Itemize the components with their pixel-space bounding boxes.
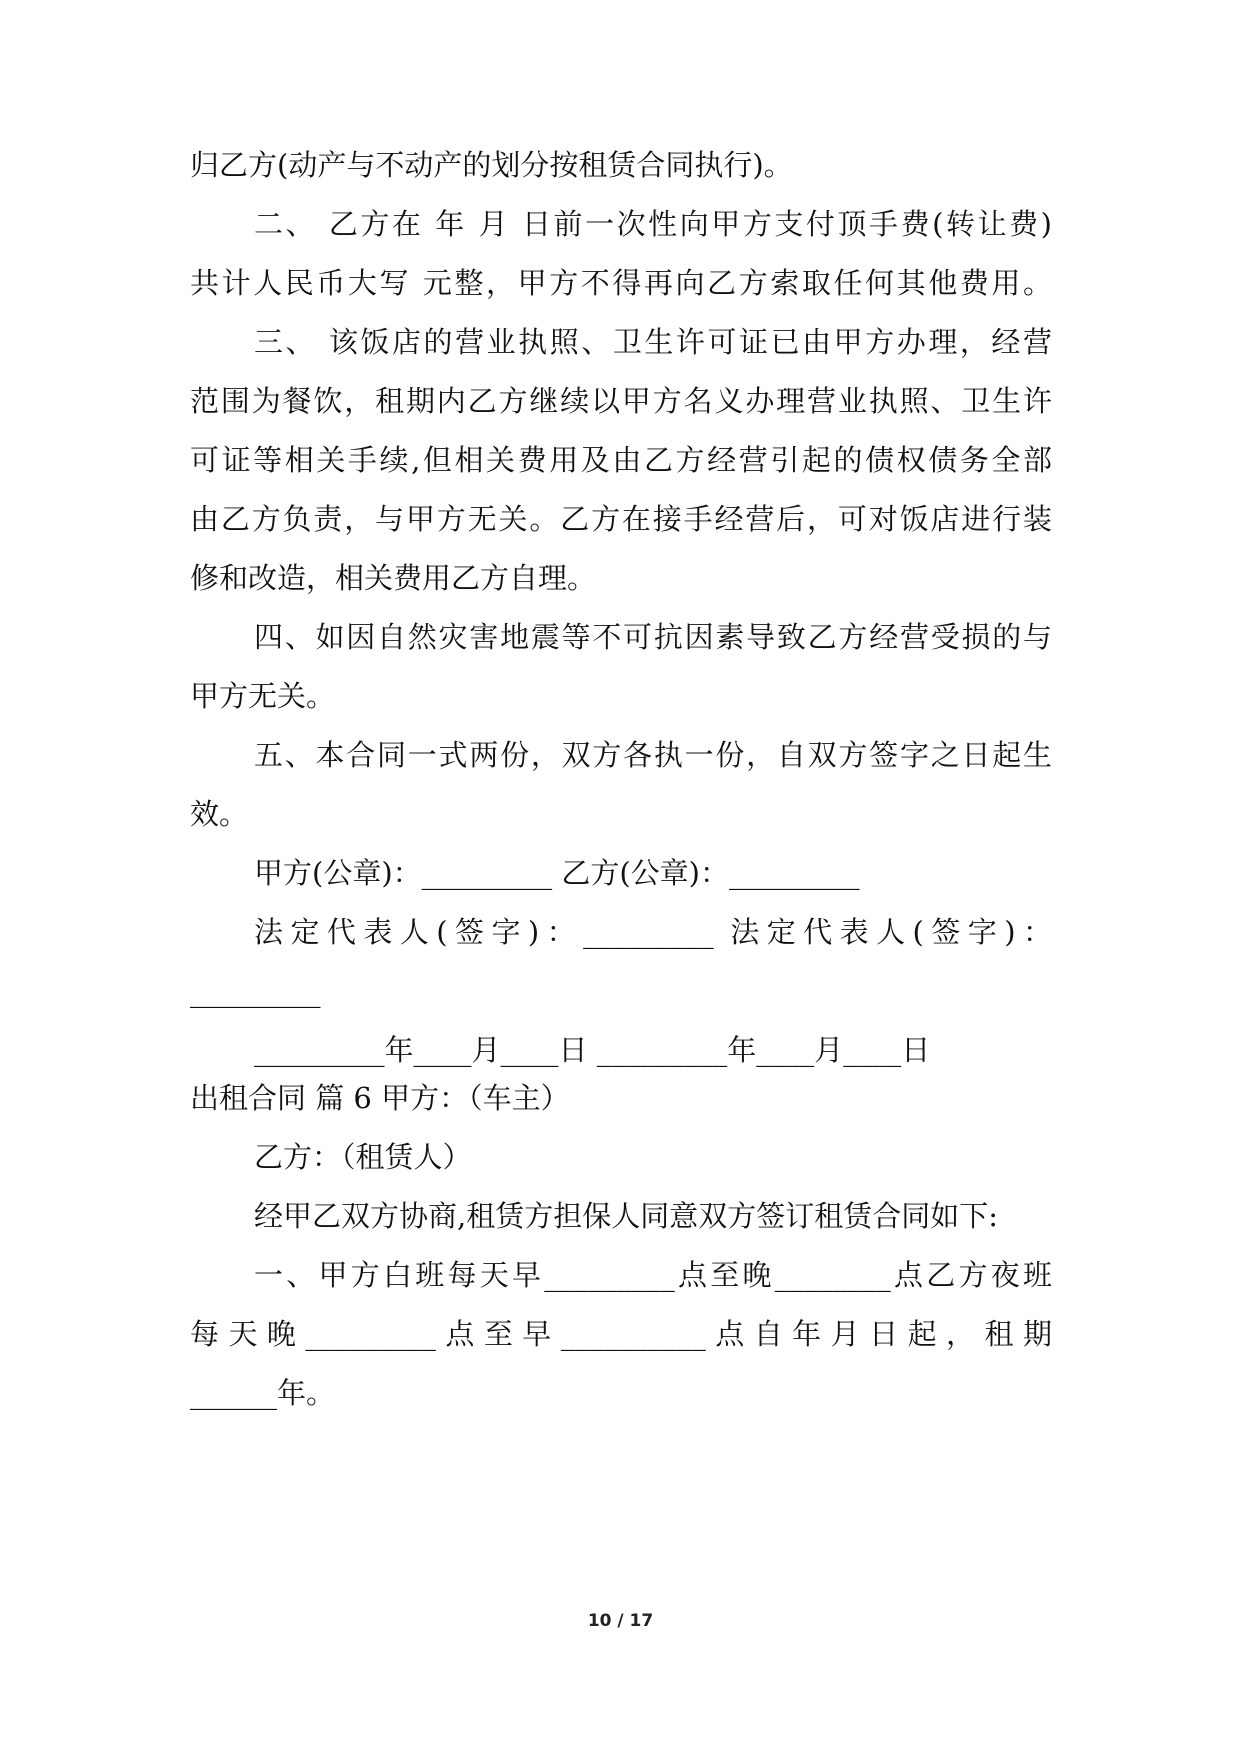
paragraph-line-1: 归乙方(动产与不动产的划分按租赁合同执行)。 <box>190 148 793 182</box>
signature-date-line: _________年____月____日 _________年____月____日 <box>254 1033 931 1067</box>
paragraph-line-7: 由乙方负责，与甲方无关。乙方在接手经营后，可对饭店进行装 <box>190 502 1052 536</box>
party-b-line: 乙方：（租赁人） <box>254 1140 472 1174</box>
clause-1-line-3: ______年。 <box>190 1376 336 1410</box>
signature-representative-line: 法定代表人(签字)：_________ 法定代表人(签字)： <box>254 915 1052 949</box>
clause-1-line-1: 一、甲方白班每天早_________点至晚________点乙方夜班 <box>254 1258 1052 1292</box>
paragraph-line-2: 二、 乙方在 年 月 日前一次性向甲方支付顶手费(转让费) <box>254 207 1052 241</box>
paragraph-line-3: 共计人民币大写 元整，甲方不得再向乙方索取任何其他费用。 <box>190 266 1052 300</box>
paragraph-line-4: 三、 该饭店的营业执照、卫生许可证已由甲方办理，经营 <box>254 325 1052 359</box>
paragraph-line-11: 五、本合同一式两份，双方各执一份，自双方签字之日起生 <box>254 738 1052 772</box>
paragraph-line-6: 可证等相关手续,但相关费用及由乙方经营引起的债权债务全部 <box>190 443 1052 477</box>
section-heading-contract-6: 出租合同 篇 6 甲方：（车主） <box>190 1081 570 1115</box>
paragraph-line-12: 效。 <box>190 797 249 831</box>
clause-1-line-2: 每天晚_________点至早__________点自年月日起，租期 <box>190 1317 1052 1351</box>
paragraph-line-8: 修和改造，相关费用乙方自理。 <box>190 561 597 595</box>
page-number: 10 / 17 <box>587 1611 654 1631</box>
paragraph-line-9: 四、如因自然灾害地震等不可抗因素导致乙方经营受损的与 <box>254 620 1052 654</box>
paragraph-line-5: 范围为餐饮，租期内乙方继续以甲方名义办理营业执照、卫生许 <box>190 384 1052 418</box>
signature-blank-line: _________ <box>190 974 321 1008</box>
signature-company-seal-line: 甲方(公章)：_________ 乙方(公章)：_________ <box>254 856 860 890</box>
agreement-intro-line: 经甲乙双方协商,租赁方担保人同意双方签订租赁合同如下: <box>254 1199 998 1233</box>
paragraph-line-10: 甲方无关。 <box>190 679 336 713</box>
